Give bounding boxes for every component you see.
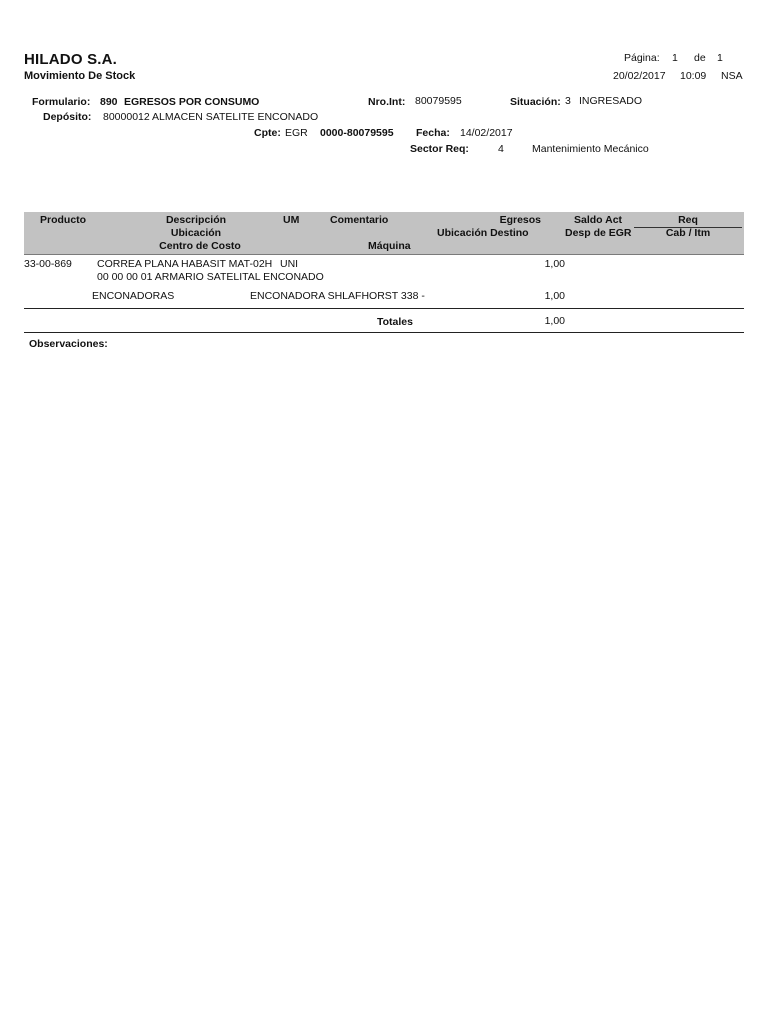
deposito-value: 80000012 ALMACEN SATELITE ENCONADO (103, 111, 319, 123)
col-centro-costo: Centro de Costo (159, 240, 241, 252)
fecha-label: Fecha: (416, 127, 450, 139)
col-saldo-act: Saldo Act (574, 214, 623, 226)
totales-value: 1,00 (544, 315, 565, 327)
situacion-label: Situación: (510, 96, 561, 108)
cpte-type: EGR (285, 127, 308, 139)
cpte-label: Cpte: (254, 127, 281, 139)
nroint-label: Nro.Int: (368, 96, 406, 108)
totals-top-rule (24, 308, 744, 309)
fecha-value: 14/02/2017 (460, 127, 513, 139)
col-cab-itm: Cab / Itm (665, 227, 711, 239)
nroint-value: 80079595 (415, 95, 462, 107)
row-egresos: 1,00 (544, 258, 565, 270)
print-time: 10:09 (680, 70, 707, 82)
row-um: UNI (280, 258, 299, 270)
col-producto: Producto (40, 214, 87, 226)
situacion-value: INGRESADO (579, 95, 643, 107)
row-descripcion: CORREA PLANA HABASIT MAT-02H (97, 258, 273, 270)
col-ubicacion: Ubicación (170, 227, 222, 239)
deposito-label: Depósito: (43, 111, 92, 123)
row-ubicacion: 00 00 00 01 ARMARIO SATELITAL ENCONADO (97, 271, 324, 283)
page-number: 1 (672, 52, 678, 64)
col-req: Req (678, 214, 698, 226)
row-maquina: ENCONADORA SHLAFHORST 338 - (250, 290, 425, 302)
col-ubicacion-destino: Ubicación Destino (437, 227, 529, 239)
company-name: HILADO S.A. (24, 51, 118, 68)
col-egresos: Egresos (499, 214, 541, 226)
sector-code: 4 (498, 143, 504, 155)
col-maquina: Máquina (368, 240, 411, 252)
formulario-name: EGRESOS POR CONSUMO (124, 96, 260, 108)
col-descripcion: Descripción (165, 214, 227, 226)
col-um: UM (283, 214, 300, 226)
sector-label: Sector Req: (410, 143, 469, 155)
row-centro-costo: ENCONADORAS (92, 290, 175, 302)
formulario-label: Formulario: (32, 96, 91, 108)
totals-bottom-rule (24, 332, 744, 333)
col-desp-egr: Desp de EGR (565, 227, 632, 239)
page-total: 1 (717, 52, 723, 64)
print-date: 20/02/2017 (613, 70, 666, 82)
col-comentario: Comentario (330, 214, 389, 226)
row-producto: 33-00-869 (24, 258, 72, 270)
page-of-label: de (694, 52, 706, 64)
cpte-number: 0000-80079595 (320, 127, 394, 139)
report-title: Movimiento De Stock (24, 70, 136, 82)
print-user: NSA (721, 70, 743, 82)
totales-label: Totales (377, 316, 413, 328)
formulario-code: 890 (100, 96, 118, 108)
sector-name: Mantenimiento Mecánico (532, 143, 649, 155)
page-label: Página: (624, 52, 660, 64)
observaciones-label: Observaciones: (29, 338, 108, 350)
situacion-code: 3 (565, 95, 571, 107)
row-egresos-2: 1,00 (544, 290, 565, 302)
